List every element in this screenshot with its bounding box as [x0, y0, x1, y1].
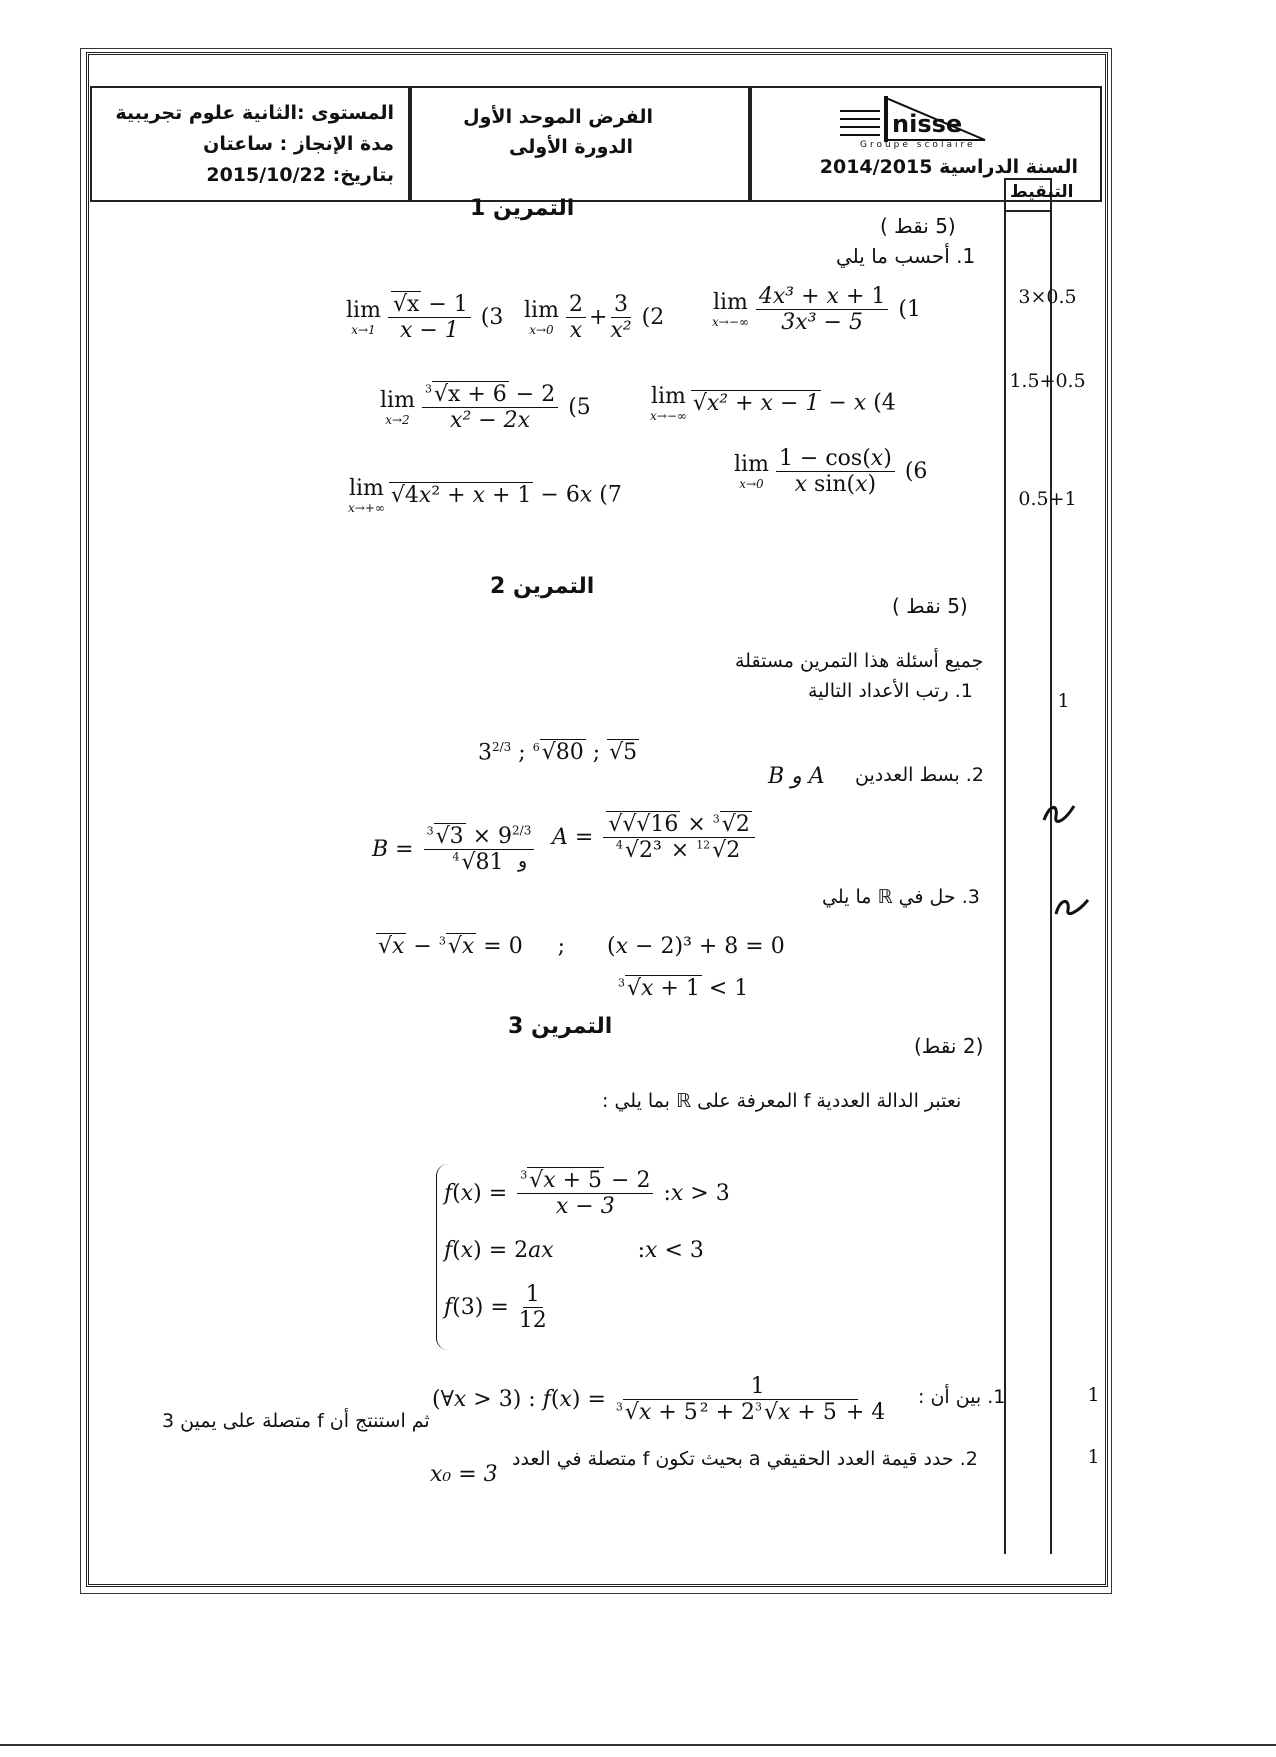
ex2-q2-vars: B و A — [768, 764, 825, 789]
equation-1: √x − $^3$√x = 0 ; (x − 2)³ + 8 = 0 — [378, 934, 785, 959]
ex2-title: التمرين 2 — [490, 574, 595, 599]
limit-3: lim x→1 $\frac{√x - 1}{x - 1}$ (3 — [346, 292, 504, 344]
limit-5: lim x→2 $\frac{^3√x + 6 - 2}{\text{x² − 2x}}$ (5 — [380, 382, 591, 434]
ex3-intro: نعتبر الدالة العددية f المعرفة على ℝ بما يلي : — [602, 1090, 962, 1112]
limit-6-number: (6 — [904, 458, 928, 484]
score-ex1-part1: 3×0.5 — [1018, 286, 1077, 308]
ex2-q2: 2. بسط العددين — [855, 764, 984, 786]
limit-4: lim x→−∞ √x² + x − 1 − x (4 — [650, 384, 896, 423]
ex1-title: التمرين 1 — [470, 196, 575, 221]
ex2-q1: 1. رتب الأعداد التالية — [808, 680, 973, 702]
function-case-3: f(3) = $\frac{1}{12}$ — [444, 1282, 547, 1334]
ex3-q2-x0: x₀ = 3 — [430, 1462, 498, 1487]
exam-title: الفرض الموحد الأول — [463, 106, 653, 128]
score-ex3-q2: 1 — [1087, 1446, 1100, 1468]
date-text: بتاريخ: 2015/10/22 — [206, 164, 394, 186]
ex3-q1-a: 1. بين أن : — [918, 1386, 1006, 1408]
limit-2-number: (2 — [641, 304, 665, 330]
expression-b: B = $\frac{^3√3 \times 9^{2/3}}{^4√81}$ — [372, 824, 537, 876]
limit-2: lim x→0 $\frac{2}{x}$ + $\frac{3}{\text{x²}}$ (2 — [524, 292, 665, 344]
ex3-points: (2 نقط) — [914, 1034, 984, 1058]
function-case-1: f(x) = $\frac{^3√x + 5 - 2}{x - 3}$ :x > 3 — [444, 1168, 730, 1220]
logo-subtext: Groupe scolaire — [860, 140, 976, 150]
limit-7: lim x→+∞ √4x² + x + 1 − 6x (7 — [348, 476, 622, 515]
logo-text: nisse — [892, 110, 963, 138]
limit-3-number: (3 — [480, 304, 504, 330]
ex3-identity: (∀x > 3) : f(x) = $\frac{1}{^3√x + 5^2 + 2^3√x + 5 + 4}$ — [432, 1374, 886, 1426]
ex2-q3: 3. حل في ℝ ما يلي — [822, 886, 980, 908]
ex2-intro: جميع أسئلة هذا التمرين مستقلة — [735, 650, 984, 672]
and-word: و — [518, 850, 528, 872]
score-ex1-part2: 1.5+0.5 — [1009, 370, 1086, 392]
bottom-scan-line — [0, 1744, 1276, 1746]
session-title: الدورة الأولى — [508, 136, 633, 158]
limit-1-number: (1 — [898, 296, 921, 322]
duration-text: مدة الإنجاز : ساعتان — [203, 133, 394, 155]
school-logo — [840, 96, 990, 152]
numbers-to-order: $3^{2/3}$ ; $^6$√80 ; √5 — [478, 740, 638, 766]
limit-5-number: (5 — [568, 394, 591, 420]
limit-6: lim x→0 $\frac{1 - \cos(x)}{\text{x sin(x)}}$ (6 — [734, 446, 928, 498]
handwritten-mark-icon — [1052, 892, 1092, 922]
limit-7-number: (7 — [599, 482, 622, 508]
level-text: المستوى :الثانية علوم تجريبية — [115, 102, 394, 124]
grading-column-title: التنقيط — [1010, 182, 1074, 202]
limit-4-number: (4 — [873, 390, 896, 416]
inequation: $^3$√x + 1 < 1 — [618, 976, 749, 1001]
ex2-points: (5 نقط ) — [892, 594, 968, 618]
limit-1: lim x→−∞ $\frac{\text{4x³ + x + 1}}{\text{3x³ − 5}}$ (1 — [712, 284, 921, 336]
function-case-2: f(x) = 2ax :x < 3 — [444, 1238, 704, 1263]
header-exam-box — [410, 86, 750, 202]
score-ex3-q1: 1 — [1087, 1384, 1100, 1406]
ex1-q1: 1. أحسب ما يلي — [836, 244, 976, 268]
ex3-title: التمرين 3 — [508, 1014, 613, 1039]
score-ex2-q1: 1 — [1057, 690, 1070, 712]
header-info-box — [90, 86, 410, 202]
score-ex1-part3: 0.5+1 — [1018, 488, 1077, 510]
ex1-points: (5 نقط ) — [880, 214, 956, 238]
handwritten-mark-icon — [1040, 800, 1080, 830]
school-year: السنة الدراسية 2014/2015 — [819, 156, 1078, 178]
expression-a: A = $\frac{√√√16 \times ^3√2}{^4√2^3 \times ^{12}√2}$ — [552, 812, 758, 864]
ex3-q1-b: ثم استنتج أن f متصلة على يمين 3 — [162, 1410, 430, 1432]
ex3-q2: 2. حدد قيمة العدد الحقيقي a بحيث تكون f متصلة في العدد — [512, 1448, 978, 1470]
